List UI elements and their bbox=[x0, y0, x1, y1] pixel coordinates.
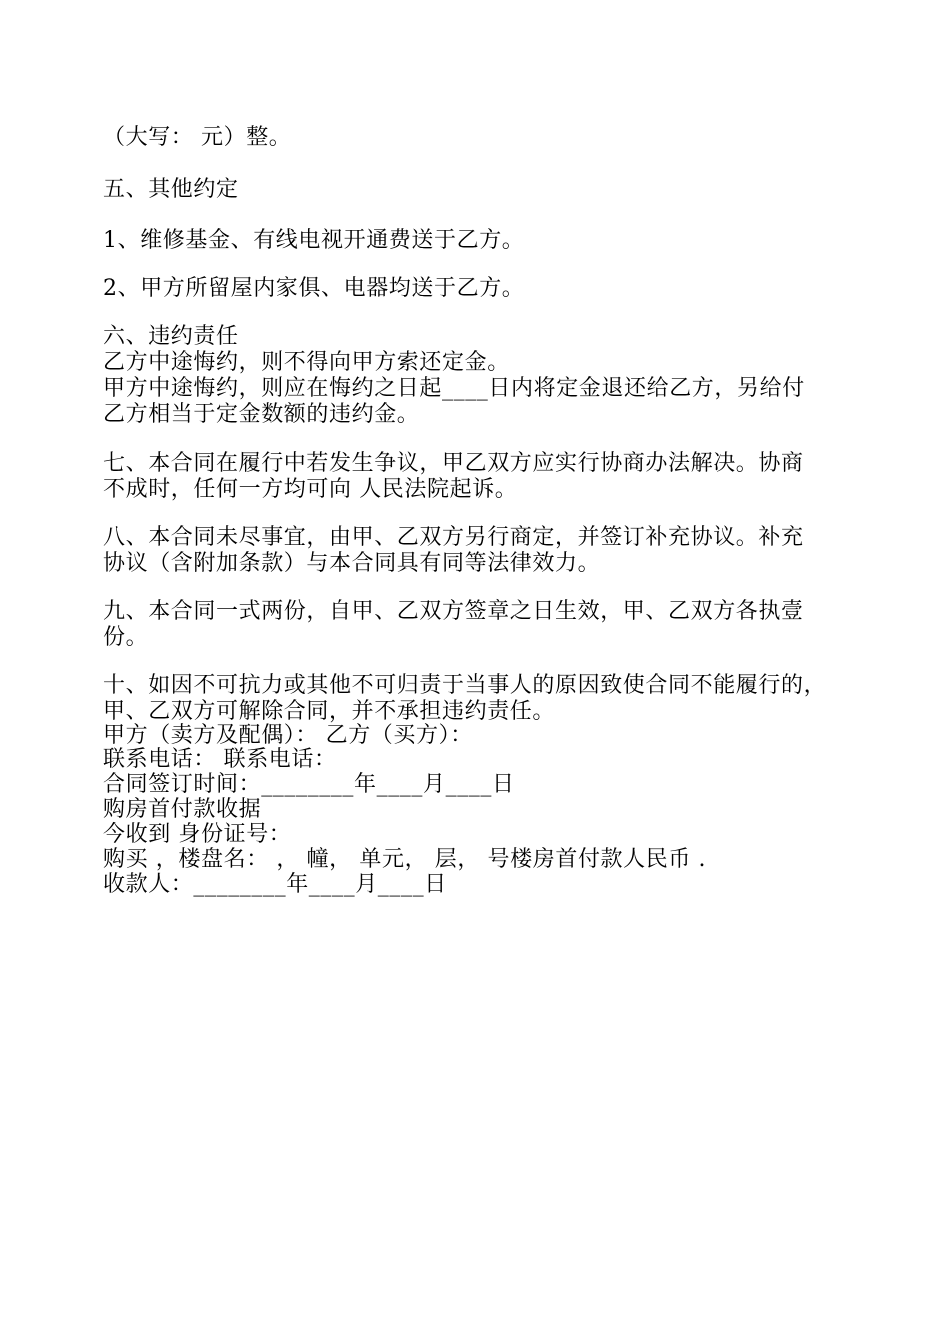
section-seven-cont: 不成时，任何一方均可向 人民法院起诉。 bbox=[103, 477, 518, 502]
section-eight-cont: 协议（含附加条款）与本合同具有同等法律效力。 bbox=[103, 551, 601, 576]
section-nine: 九、本合同一式两份，自甲、乙双方签章之日生效，甲、乙双方各执壹 bbox=[103, 599, 804, 624]
contact-phones: 联系电话： 联系电话： bbox=[103, 747, 337, 772]
clause-5-2: 2、甲方所留屋内家俱、电器均送于乙方。 bbox=[103, 276, 525, 301]
section-ten: 十、如因不可抗力或其他不可归责于当事人的原因致使合同不能履行的， bbox=[103, 673, 827, 698]
contract-sign-date: 合同签订时间：________年____月____日 bbox=[103, 772, 515, 797]
section-six-heading: 六、违约责任 bbox=[103, 324, 239, 349]
amount-in-words-line: （大写： 元）整。 bbox=[103, 125, 292, 150]
clause-5-1: 1、维修基金、有线电视开通费送于乙方。 bbox=[103, 228, 525, 253]
clause-6-seller-breach: 甲方中途悔约，则应在悔约之日起____日内将定金退还给乙方，另给付 bbox=[103, 376, 805, 401]
section-seven: 七、本合同在履行中若发生争议，甲乙双方应实行协商办法解决。协商 bbox=[103, 451, 804, 476]
clause-6-buyer-breach: 乙方中途悔约，则不得向甲方索还定金。 bbox=[103, 350, 510, 375]
section-five-heading: 五、其他约定 bbox=[103, 177, 239, 202]
receipt-received-from: 今收到 身份证号： bbox=[103, 822, 292, 847]
section-eight: 八、本合同未尽事宜，由甲、乙双方另行商定，并签订补充协议。补充 bbox=[103, 525, 804, 550]
clause-6-seller-breach-cont: 乙方相当于定金数额的违约金。 bbox=[103, 402, 420, 427]
section-nine-cont: 份。 bbox=[103, 625, 149, 650]
section-ten-cont: 甲、乙双方可解除合同，并不承担违约责任。 bbox=[103, 699, 556, 724]
receipt-title: 购房首付款收据 bbox=[103, 797, 262, 822]
party-signatures: 甲方（卖方及配偶）： 乙方（买方）： bbox=[103, 723, 473, 748]
receipt-purchase-details: 购买 ，楼盘名： ， 幢， 单元， 层， 号楼房首付款人民币 . bbox=[103, 847, 707, 872]
receipt-payee-date: 收款人：________年____月____日 bbox=[103, 872, 447, 897]
